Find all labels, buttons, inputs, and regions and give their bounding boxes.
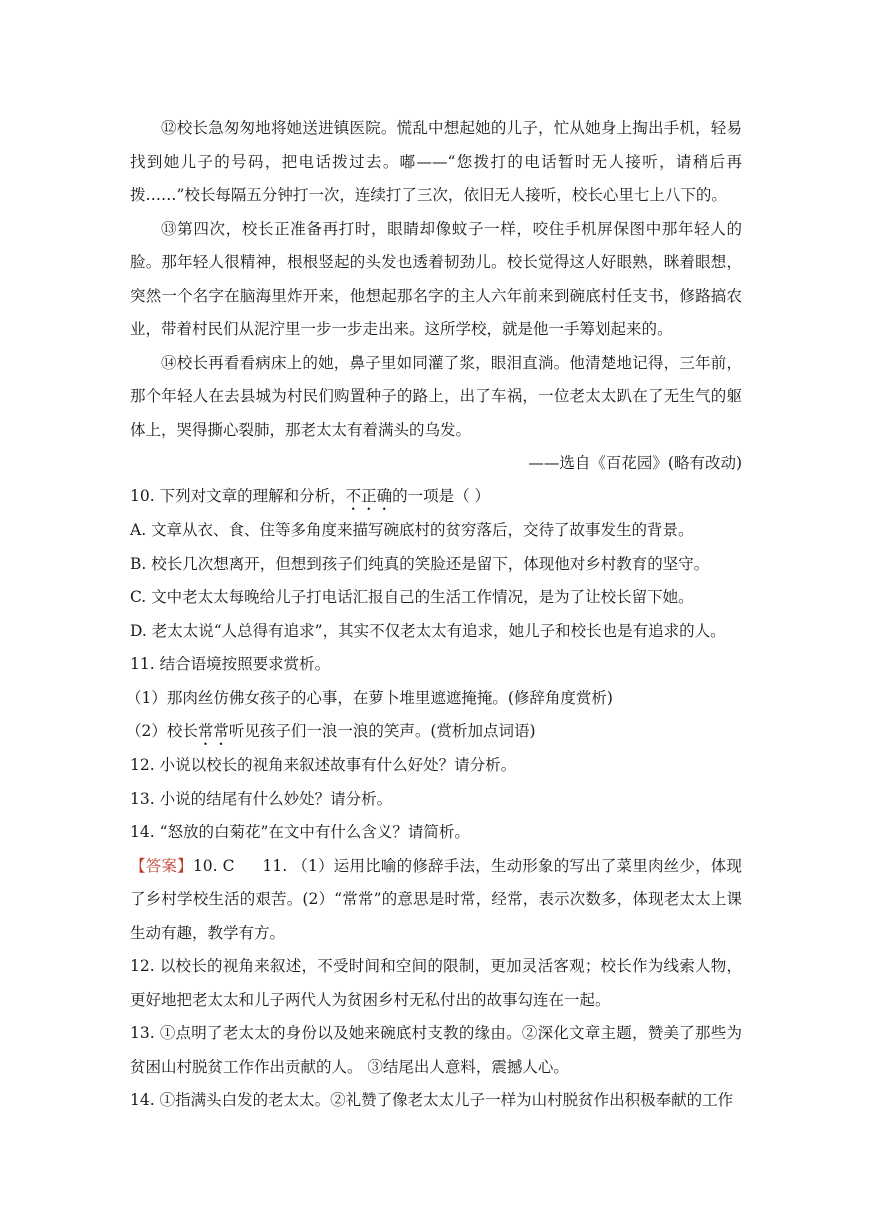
- paragraph-12: ⑫校长急匆匆地将她送进镇医院。慌乱中想起她的儿子，忙从她身上掏出手机，轻易找到她儿子的号码，把电话拨过去。嘟——“您拨打的电话暂时无人接听，请稍后再拨……”校长每隔五分钟打一次，连续打了三次，依旧无人接听，校长心里七上八下的。: [130, 119, 742, 204]
- option-a: A. 文章从衣、食、住等多角度来描写碗底村的贫穷落后，交待了故事发生的背景。: [130, 521, 694, 539]
- question-11-part-1: （1）那肉丝仿佛女孩子的心事，在萝卜堆里遮遮掩掩。(修辞角度赏析): [126, 688, 613, 707]
- question-11-part-2-prefix: （2）校长: [126, 722, 198, 740]
- answer-13: 13. ①点明了老太太的身份以及她来碗底村支教的缘由。②深化文章主题，赞美了那些为贫困山村脱贫工作作出贡献的人。 ③结尾出人意料，震撼人心。: [130, 1024, 742, 1076]
- answer-11: 11. （1）运用比喻的修辞手法，生动形象的写出了菜里肉丝少，体现了乡村学校生活的艰苦。(2）“常常”的意思是时常，经常，表示次数多，体现老太太上课生动有趣，教学有方。: [130, 856, 742, 942]
- question-13: 13. 小说的结尾有什么妙处？请分析。: [130, 789, 393, 808]
- question-10-emphasis: 不正确: [345, 487, 393, 505]
- answer-10-11: [130, 850, 742, 951]
- question-10: [130, 480, 742, 514]
- answer-tag: 【答案】: [130, 856, 193, 875]
- answer-10: 10. C: [192, 856, 235, 875]
- document-body: [126, 112, 742, 1118]
- source-citation: ——选自《百花园》(略有改动): [528, 454, 742, 472]
- answer-14: 14. ①指满头白发的老太太。②礼赞了像老太太儿子一样为山村脱贫作出积极奉献的工作: [130, 1091, 734, 1109]
- question-11: 11. 结合语境按照要求赏析。: [130, 655, 331, 673]
- question-10-suffix: 的一项是（ ）: [392, 487, 491, 505]
- question-11-part-2-suffix: 听见孩子们一浪一浪的笑声。(赏析加点词语): [228, 722, 536, 740]
- question-11-part-2: [126, 715, 742, 749]
- question-10-prefix: 10. 下列对文章的理解和分析，: [130, 487, 346, 505]
- option-d: D. 老太太说“人总得有追求”，其实不仅老太太有追求，她儿子和校长也是有追求的人。: [130, 621, 726, 640]
- paragraph-13: ⑬第四次，校长正准备再打时，眼睛却像蚊子一样，咬住手机屏保图中那年轻人的脸。那年轻人很精神，根根竖起的头发也透着韧劲儿。校长觉得这人好眼熟，眯着眼想，突然一个名字在脑海里炸开来，他想起那名字的主人六年前来到碗底村任支书，修路搞农业，带着村民们从泥泞里一步一步走出来。这所学校，就是他一手筹划起来的。: [130, 219, 742, 338]
- option-c: C. 文中老太太每晚给儿子打电话汇报自己的生活工作情况，是为了让校长留下她。: [130, 588, 694, 606]
- question-11-part-2-emphasis: 常常: [197, 722, 229, 740]
- question-12: 12. 小说以校长的视角来叙述故事有什么好处？请分析。: [130, 756, 517, 774]
- answer-12: 12. 以校长的视角来叙述，不受时间和空间的限制，更加灵活客观；校长作为线索人物，更好地把老太太和儿子两代人为贫困乡村无私付出的故事勾连在一起。: [130, 957, 742, 1009]
- paragraph-14: ⑭校长再看看病床上的她，鼻子里如同灌了浆，眼泪直淌。他清楚地记得，三年前，那个年轻人在去县城为村民们购置种子的路上，出了车祸，一位老太太趴在了无生气的躯体上，哭得撕心裂肺，那老太太有着满头的乌发。: [130, 353, 742, 439]
- question-14: 14. “怒放的白菊花”在文中有什么含义？请简析。: [130, 823, 470, 841]
- option-b: B. 校长几次想离开，但想到孩子们纯真的笑脸还是留下，体现他对乡村教育的坚守。: [130, 554, 710, 573]
